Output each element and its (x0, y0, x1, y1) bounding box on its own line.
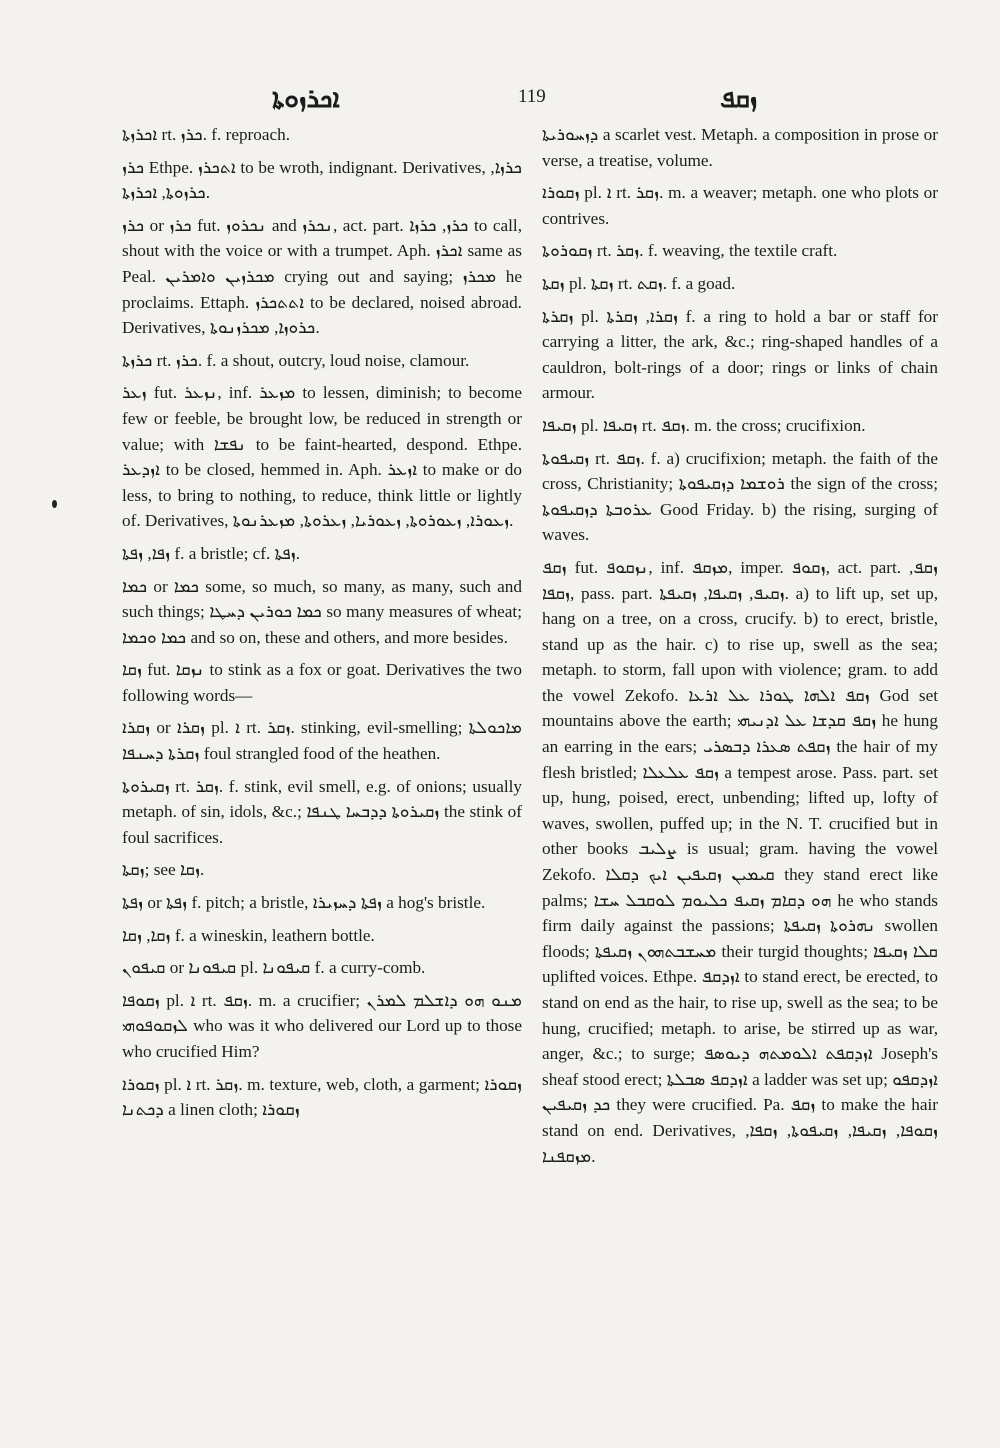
dictionary-entry: ܙܩܝܦܐ pl. ܙܩܝܦܐ rt. ܙܩܦ. m. the cross; crucifixion. (542, 415, 866, 435)
dictionary-entry: ܙܦܬܐ or ܙܦܬܐ f. pitch; a bristle, ܙܦܬܐ ܕܚܙܝܪܐ a hog's bristle. (122, 893, 486, 913)
dictionary-entry: ܟܪܙ or ܟܪܙ fut. ܢܟܪܘܙ and ܢܟܪܙ, act. part. ܟܪܙ, ܟܪܙܐ to call, shout with the voice or with a trumpet. Aph. ܐܟܪܙ same as Peal. ܡܟܪܙܝܢ ܘܐܡܪܝܢ crying out and saying; ܡܟܪܙ he proclaims. Ettaph. ܐܬܬܟܪܙ to be declared, noised abroad. Derivatives, ܟܪܘܙܐ, ܡܟܪܙܢܘܬܐ. (122, 215, 522, 338)
left-column (122, 122, 522, 1130)
right-running-headword: ܙܩܦ (720, 84, 758, 113)
dictionary-entry: ܙܩܝܦܘܬܐ rt. ܙܩܦ. f. a) crucifixion; metaph. the faith of the cross, Christianity; ܪܘܫܡܐ ܕܙܩܝܦܘܬܐ the sign of the cross; ܥܪܘܒܬܐ ܕܙܩܝܦܘܬܐ Good Friday. b) the rising, surging of waves. (542, 448, 939, 545)
left-running-headword: ܐܟܪܙܘܬܐ (272, 84, 340, 113)
dictionary-entry: ܙܩܐ, ܙܩܐ f. a wineskin, leathern bottle. (122, 925, 375, 945)
dictionary-entry: ܙܩܘܦܐ pl. ܐ rt. ܙܩܦ. m. a crucifier; ܡܢܘ ܗܘ ܕܐܫܠܡ ܠܡܪܢ ܠܙܩܘܦܘܗܝ who was it who delivered our Lord up to those who crucified Him? (122, 990, 522, 1061)
dictionary-entry: ܟܪܙܬܐ rt. ܟܪܙ. f. a shout, outcry, loud noise, clamour. (122, 350, 470, 370)
dictionary-entry: ܙܩܝܪܘܬܐ rt. ܙܩܪ. f. stink, evil smell, e.g. of onions; usually metaph. of sin, idols, &c.; ܙܩܝܪܘܬܐ ܕܕܒܚܐ ܛܢܦܐ the stink of foul sacrifices. (122, 776, 523, 847)
dictionary-entry: ܙܩܪܐ or ܙܩܪܐ pl. ܐ rt. ܙܩܪ. stinking, evil-smelling; ܡܐܟܘܠܬܐ ܙܩܪܬܐ ܕܚܢܦܐ foul strangled food of the heathen. (122, 718, 522, 764)
running-head (120, 84, 920, 114)
dictionary-entry: ܙܩܬܐ; see ܙܩܐ. (122, 860, 205, 880)
right-column (542, 122, 938, 1176)
dictionary-entry: ܙܩܬܐ pl. ܙܩܬܐ rt. ܙܩܬ. f. a goad. (542, 273, 736, 293)
dictionary-entry: ܙܩܘܪܘܬܐ rt. ܙܩܪ. f. weaving, the textile craft. (542, 241, 838, 261)
dictionary-entry: ܙܦܐ, ܙܦܬܐ f. a bristle; cf. ܙܦܬܐ. (122, 543, 301, 563)
dictionary-entry: ܙܩܐ fut. ܢܙܩܐ to stink as a fox or goat. Derivatives the two following words— (122, 660, 522, 705)
dictionary-entry: ܟܡܐ or ܟܡܐ some, so much, so many, as many, such and such things; ܟܡܐ ܟܘܪܝܢ ܕܚܛܐ so many measures of wheat; ܟܡܐ ܘܟܡܐ and so on, these and others, and more besides. (122, 576, 522, 647)
dictionary-entry: ܙܩܪܬܐ pl. ܙܩܪܐ, ܙܩܪܬܐ f. a ring to hold a bar or staff for carrying a litter, the ark, &c.; ring-shaped handles of a cauldron, bolt-rings of a door; rings or links of chain armour. (542, 306, 938, 403)
dictionary-entry: ܙܩܘܪܐ pl. ܐ rt. ܙܩܪ. m. a weaver; metaph. one who plots or contrives. (542, 183, 938, 228)
dictionary-entry: ܐܟܪܙܬܐ rt. ܟܪܙ. f. reproach. (122, 125, 291, 144)
margin-speck (52, 500, 57, 508)
dictionary-entry: ܙܥܪ fut. ܢܙܥܪ, inf. ܡܙܥܪ to lessen, diminish; to become few or feeble, be brought low, be reduced in strength or value; with ܢܦܫܐ to be faint-hearted, despond. Ethpe. ܐܙܕܥܪ to be closed, hemmed in. Aph. ܐܙܥܪ to make or do less, to bring to nothing, to reduce, think little or lightly of. Derivatives, ܙܥܘܪܐ, ܙܥܘܪܘܬܐ, ܙܥܘܪܝܐ, ܙܥܪܘܬܐ, ܡܙܥܪܢܘܬܐ. (122, 383, 523, 531)
dictionary-entry: ܕܙܚܘܪܝܬܐ a scarlet vest. Metaph. a composition in prose or verse, a treatise, volume. (542, 125, 938, 170)
dictionary-entry: ܟܪܙ Ethpe. ܐܬܟܪܙ to be wroth, indignant. Derivatives, ܟܪܙܐ, ܟܪܙܘܬܐ, ܐܟܪܙܬܐ. (122, 157, 522, 203)
page-number: 119 (518, 86, 546, 107)
dictionary-entry: ܙܩܘܪܐ pl. ܐ rt. ܙܩܪ. m. texture, web, cloth, a garment; ܙܩܘܪܐ ܕܟܬܢܐ a linen cloth; ܙܩܘܪܐ (122, 1074, 523, 1120)
dictionary-entry: ܙܩܦ fut. ܢܙܩܘܦ, inf. ܡܙܩܦ, imper. ܙܩܘܦ, act. part. ܙܩܦ, ܙܩܦܐ, pass. part. ܙܩܝܦ, ܙܩܝܦܐ, ܙܩܝܦܬܐ. a) to lift up, set up, hang on a tree, on a cross, crucify. b) to erect, bristle, stand up as the hair. c) to rise up, swell as the sea; metaph. to storm, fall upon with violence; gram. to add the vowel Zekofo. ܙܩܦ ܐܠܗܐ ܛܘܪܐ ܥܠ ܐܪܥܐ God set mountains above the earth; ܙܩܦ ܩܕܫܐ ܥܠ ܐܕܢܝܗܝ he hung an earring in the ears; ܙܩܦܬ ܣܥܪܐ ܕܒܣܪܝ the hair of my flesh bristled; ܙܩܦ ܥܠܥܠܐ a tempest arose. Pass. part. set up, hung, poised, erect, unbending; lifted up, lofty of waves, swollen, puffed up; in the N. T. crucified but in other books ܨܠܝܒ is usual; gram. having the vowel Zekofo. ܩܝܡܝܢ ܙܩܝܦܝܢ ܐܝܟ ܕܩܠܐ they stand erect like palms; ܗܘ ܕܩܐܡ ܙܩܝܦ ܟܠܝܘܡ ܠܘܩܒܠ ܚܫܐ he who stands firm daily against the passions; ܢܗܪܘܬܐ ܙܩܝܦܬܐ swollen floods; ܡܚܫܒܬܗܘܢ ܙܩܝܦܬܐ their turgid thoughts; ܩܠܐ ܙܩܝܦܐ uplifted voices. Ethpe. ܐܙܕܩܦ to stand erect, be erected, to stand on end as the hair, to rise up, swell as the sea; to be hung, crucified; metaph. to arise, be stirred up as war, anger, &c.; to surge; ܐܙܕܩܦܬ ܐܠܘܡܬܗ ܕܝܘܣܦ Joseph's sheaf stood erect; ܐܙܕܩܦ ܣܒܠܬܐ a ladder was set up; ܐܙܕܩܦܘ ܟܕ ܙܩܝܦܝܢ they were crucified. Pa. ܙܩܦ to make the hair stand on end. Derivatives, ܙܩܘܦܐ, ܙܩܝܦܐ, ܙܩܝܦܘܬܐ, ܙܩܦܐ, ܡܙܩܦܢܐ. (542, 557, 939, 1166)
dictionary-entry: ܩܝܦܘܢ or ܩܝܦܘܢܐ pl. ܩܝܦܘܢܐ f. a curry-comb. (122, 958, 426, 978)
